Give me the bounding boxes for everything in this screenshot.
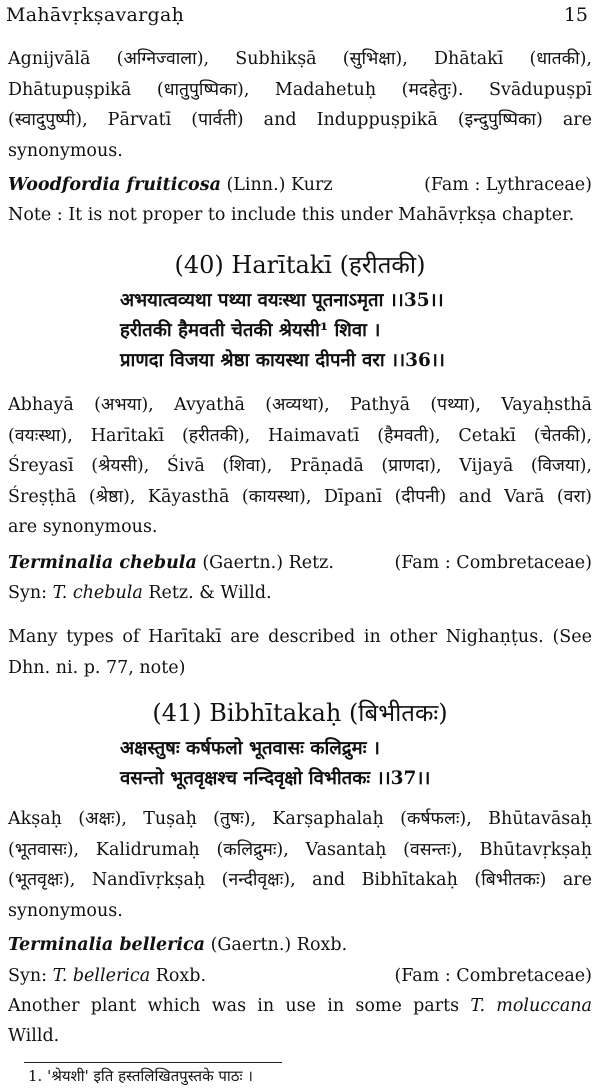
- family-label: (Fam : Combretaceae): [394, 553, 592, 573]
- paragraph-line: Many types of Harītakī are described in other Nighaṇṭus. (See: [8, 627, 592, 647]
- terminalia-chebula-entry: [8, 548, 592, 609]
- verse-line: अभयात्वव्यथा पथ्या वयःस्था पूतनाऽमृता ।।35।।: [120, 290, 444, 311]
- botanical-line: [8, 930, 592, 961]
- paragraph-line: Abhayā (अभया), Avyathā (अव्यथा), Pathyā (पथ्या), Vayaḥsthā: [8, 395, 592, 415]
- note-line: Note : It is not proper to include this under Mahāvṛkṣa chapter.: [8, 205, 575, 225]
- botanical-line: [8, 548, 592, 578]
- botanical-name: Terminalia bellerica: [8, 935, 205, 955]
- section-heading-41: (41) Bibhītakaḥ (बिभीतकः): [152, 699, 448, 727]
- syn-prefix: Syn:: [8, 965, 53, 986]
- paragraph-line: synonymous.: [8, 140, 123, 161]
- synonyms-paragraph-41: [8, 804, 592, 926]
- footnote-divider: [24, 1062, 282, 1063]
- page-number: 15: [563, 4, 588, 26]
- woodfordia-entry: [8, 170, 592, 231]
- paragraph-line: synonymous.: [8, 900, 123, 921]
- botanical-name: Woodfordia fruiticosa: [8, 175, 221, 195]
- note-text: Another plant which was in use in some parts: [8, 995, 471, 1016]
- botanical-authority: (Gaertn.) Roxb.: [205, 935, 348, 955]
- botanical-line: [8, 170, 592, 200]
- verse-line: प्राणदा विजया श्रेष्ठा कायस्था दीपनी वरा ।।36।।: [120, 350, 445, 371]
- paragraph-line: Dhātupuṣpikā (धातुपुष्पिका), Madahetuḥ (मदहेतुः). Svādupuṣpī: [8, 79, 592, 100]
- paragraph-line: [8, 991, 592, 1022]
- running-title: Mahāvṛkṣavargaḥ: [6, 4, 185, 26]
- syn-name: T. chebula: [52, 583, 143, 603]
- syn-prefix: Syn:: [8, 583, 53, 603]
- botanical-name: Terminalia chebula: [8, 553, 197, 573]
- paragraph-line: (भूतवृक्षः), Nandīvṛkṣaḥ (नन्दीवृक्षः), and Bibhītakaḥ (बिभीतकः) are: [8, 870, 592, 890]
- botanical-authority: (Linn.) Kurz: [220, 175, 333, 195]
- synonym-line: [8, 961, 592, 991]
- terminalia-bellerica-entry: [8, 930, 592, 1052]
- synonyms-paragraph-40: [8, 390, 592, 543]
- note-paragraph-40: [8, 622, 592, 683]
- paragraph-line: Śreyasī (श्रेयसी), Śivā (शिवा), Prāṇadā (प्राणदा), Vijayā (विजया),: [8, 456, 592, 476]
- paragraph-line: (भूतवासः), Kalidrumaḥ (कलिद्रुमः), Vasantaḥ (वसन्तः), Bhūtavṛkṣaḥ: [8, 839, 592, 860]
- verse-line: अक्षस्तुषः कर्षफलो भूतवासः कलिद्रुमः ।: [120, 738, 380, 759]
- plant-name: T. moluccana: [470, 995, 592, 1016]
- verse-block-40: [120, 286, 445, 376]
- paragraph-line: Willd.: [8, 1026, 60, 1046]
- verse-line: हरीतकी हैमवती चेतकी श्रेयसी¹ शिवा ।: [120, 320, 381, 341]
- syn-name: T. bellerica: [52, 965, 151, 986]
- paragraph-line: (स्वादुपुष्पी), Pārvatī (पार्वती) and Induppuṣpikā (इन्दुपुष्पिका) are: [8, 110, 592, 130]
- section-heading-40: (40) Harītakī (हरीतकी): [174, 251, 426, 279]
- verse-block-41: [120, 734, 430, 794]
- verse-line: वसन्तो भूतवृक्षश्च नन्दिवृक्षो विभीतकः ।।37।।: [120, 768, 431, 789]
- paragraph-line: Akṣaḥ (अक्षः), Tuṣaḥ (तुषः), Karṣaphalaḥ (कर्षफलः), Bhūtavāsaḥ: [8, 809, 592, 829]
- intro-paragraph: [8, 44, 592, 166]
- paragraph-line: are synonymous.: [8, 517, 158, 537]
- paragraph-line: (वयःस्था), Harītakī (हरीतकी), Haimavatī (हैमवती), Cetakī (चेतकी),: [8, 425, 592, 446]
- paragraph-line: Dhn. ni. p. 77, note): [8, 657, 186, 678]
- synonym-line: [8, 578, 592, 609]
- footnote: 1. 'श्रेयशी' इति हस्तलिखितपुस्तके पाठः ।: [28, 1067, 253, 1085]
- paragraph-line: Agnijvālā (अग्निज्वाला), Subhikṣā (सुभिक्षा), Dhātakī (धातकी),: [8, 49, 592, 69]
- syn-authority: Retz. & Willd.: [142, 583, 272, 603]
- botanical-authority: (Gaertn.) Retz.: [196, 553, 334, 573]
- paragraph-line: Śreṣṭhā (श्रेष्ठा), Kāyasthā (कायस्था), Dīpanī (दीपनी) and Varā (वरा): [8, 486, 592, 507]
- syn-authority: Roxb.: [150, 965, 207, 986]
- family-label: (Fam : Combretaceae): [394, 965, 592, 986]
- page-header: [6, 4, 594, 30]
- family-label: (Fam : Lythraceae): [424, 175, 592, 195]
